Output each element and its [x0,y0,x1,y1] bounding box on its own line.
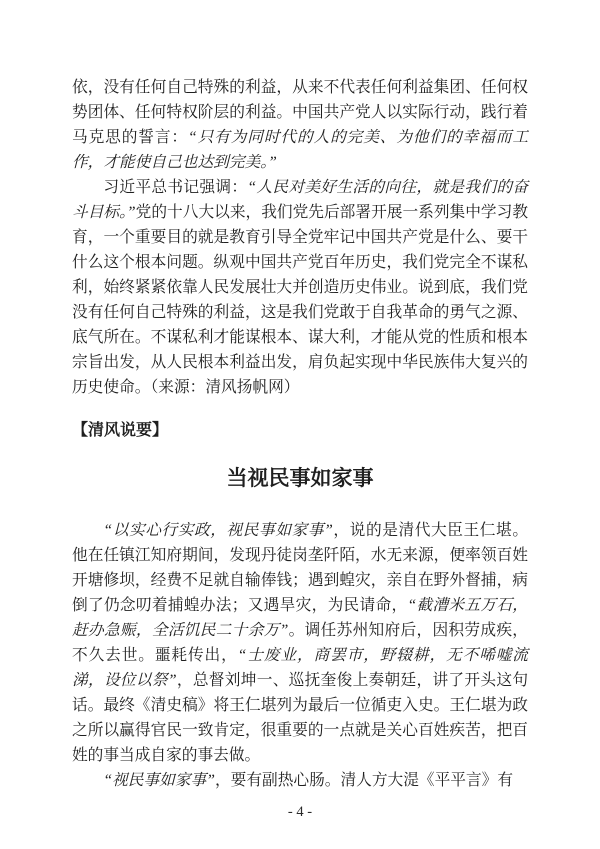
section-heading: 【清风说要】 [72,422,169,439]
quote-motto: “以实心行实政，视民事如家事” [103,522,333,539]
paragraph [72,175,528,400]
text-run: ，要有副热心肠。清人方大湜《平平言》有 [214,772,514,789]
text-run: 依，没有任何自己特殊的利益，从来不代表任何利益集团、任何权势团体、任何特权阶层的利益。中国共产党人以实际行动，践行着马克思的誓言： [72,79,528,146]
source-note: （来源：清风扬帆网） [150,379,300,396]
quote-relief: “截漕米五万石，赶办急赈，全活饥民二十余万” [72,597,528,639]
paragraph [72,768,528,793]
quote-goal: “人民对美好生活的向往，就是我们的奋斗目标。” [72,179,529,221]
text-run: 党的十八大以来，我们党先后部署开展一系列集中学习教育，一个重要目的就是教育引导全党牢记中国共产党是什么、要干什么这个根本问题。纵观中国共产党百年历史，我们党完全不谋私利，始终紧紧依靠人民发展壮大并创造历史伟业。说到底，我们党没有任何自己特殊的利益，这是我们党敢于自我革命的勇气之源、底气所在。不谋私利才能谋根本、谋大利，才能从党的性质和根本宗旨出发，从人民根本利益出发，肩负起实现中华民族伟大复兴的历史使命。 [72,204,529,396]
text-run: 。调任苏州知府后，因积劳成疾，不久去世。噩耗传出， [72,622,528,664]
text-run: ，总督刘坤一、巡抚奎俊上奏朝廷，讲了开头这句话。最终《清史稿》将王仁堪列为最后一位循吏入史。王仁堪为政之所以赢得官民一致肯定，很重要的一点就是关心百姓疾苦，把百姓的事当成自家的事去做。 [72,672,529,764]
paragraph [72,518,528,768]
paragraph-continuation [72,75,528,175]
page-number: - 4 - [287,804,313,820]
text-run: 习近平总书记强调： [103,179,248,196]
quote-marx: “只有为同时代的人的完美、为他们的幸福而工作，才能使自己也达到完美。” [72,129,529,171]
quote-motto-repeat: “视民事如家事” [103,772,215,789]
text-run: ，说的是清代大臣王仁堪。他在任镇江知府期间，发现丹徒岗垄阡陌，水无来源，便率领百姓开塘修坝，经费不足就自输俸钱；遇到蝗灾，亲自在野外督捕，病倒了仍念叨着捕蝗办法；又遇旱灾，为民请命， [72,522,529,614]
article-title: 当视民事如家事 [226,466,374,490]
quote-mourning: “士废业，商罢市，野辍耕，无不唏嘘流涕，设位以祭” [72,647,528,689]
